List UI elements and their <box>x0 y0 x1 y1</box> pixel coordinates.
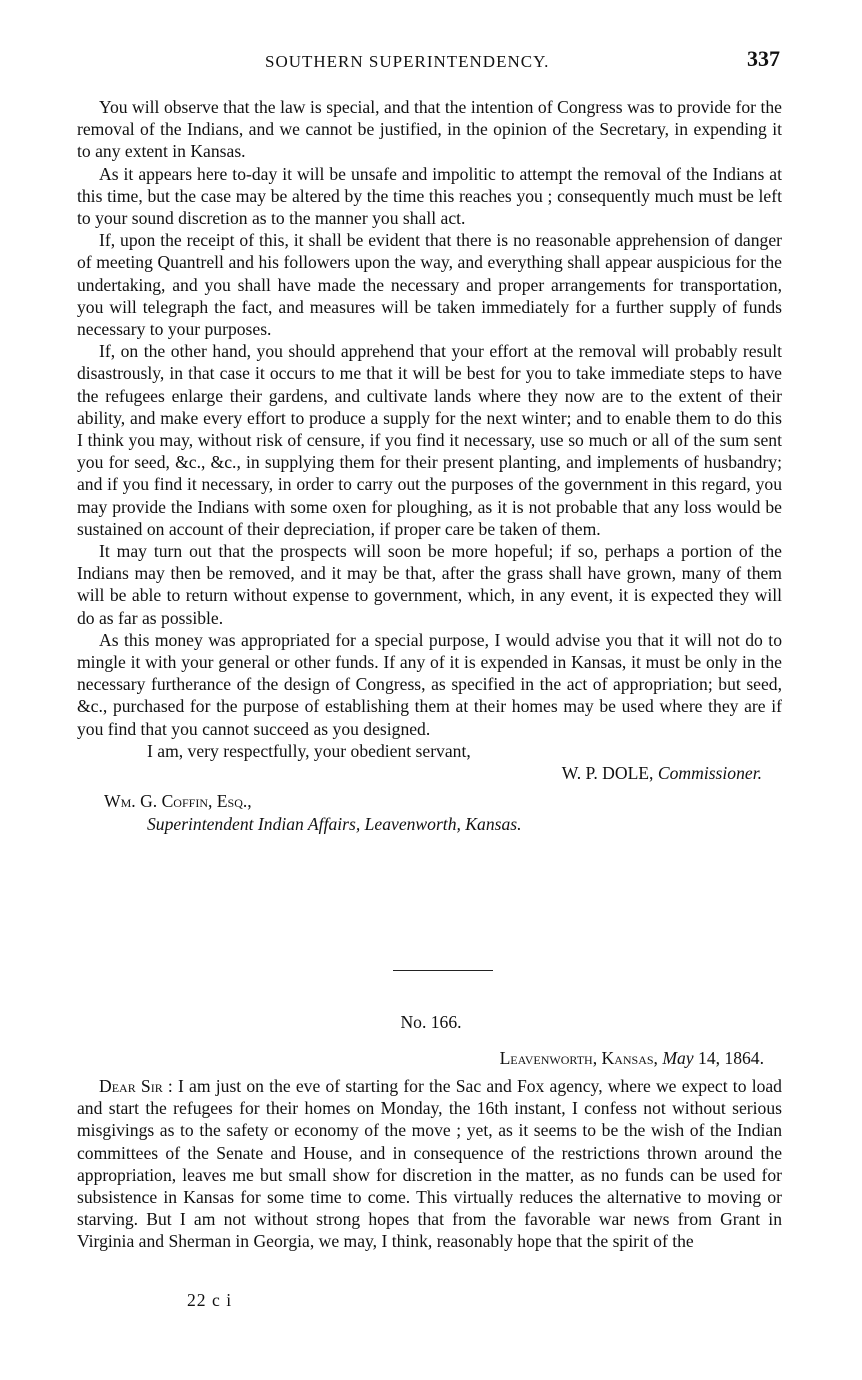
salutation: Dear Sir : <box>99 1076 173 1096</box>
page-header <box>80 46 780 76</box>
paragraph: As it appears here to-day it will be unsafe and impolitic to attempt the removal of the Indians at this time, but the case may be altered by the time this reaches you ; consequently much must be left to your sound discretion as to the manner you shall act. <box>77 163 782 229</box>
running-head: SOUTHERN SUPERINTENDENCY. <box>265 52 550 71</box>
paragraph: If, upon the receipt of this, it shall be evident that there is no reasonable apprehension of danger of meeting Quantrell and his followers upon the way, and everything shall appear auspicious for the undertaking, and you shall have made the necessary and proper arrangements for transportation, you will telegraph the fact, and measures will be taken immediately for a further supply of funds necessary to your purposes. <box>77 230 782 340</box>
section-divider <box>393 970 493 971</box>
signature-mark: 22 c i <box>187 1290 233 1310</box>
letter-1-body <box>77 96 782 835</box>
letter-2-text: I am just on the eve of starting for the Sac and Fox agency, where we expect to load and start the refugees for their homes on Monday, the 16th instant, I confess not without serious misgivings as to the safety or economy of the move ; yet, as it seems to be the wish of the Indian committees of the Senate and House, and in consequence of the restrictions thrown around the appropriation, leaves me but small show for discretion in the matter, as no funds can be used for subsistence in Kansas for some time to come. This virtually reduces the alternative to moving or starving. But I am not without strong hopes that from the favorable war news from Grant in Virginia and Sherman in Georgia, we may, I think, reasonably hope that the spirit of the <box>77 1076 782 1252</box>
paragraph <box>77 1075 782 1253</box>
page-number: 337 <box>747 46 780 71</box>
signature-title: Commissioner. <box>657 763 762 784</box>
addressee-name: Wm. G. Coffin, Esq., <box>104 791 252 812</box>
dateline-date: 14, 1864. <box>693 1048 764 1068</box>
document-number: No. 166. <box>400 1012 462 1032</box>
paragraph: If, on the other hand, you should apprehend that your effort at the removal will probably result disastrously, in that case it occurs to me that it will be best for you to take immediate steps to have the refugees enlarge their gardens, and cultivate lands where they now are to the extent of their ability, and make every effort to produce a supply for the next winter; and to enable them to do this I think you may, without risk of censure, if you find it necessary, use so much or all of the sum sent you for seed, &c., &c., in supplying them for their present planting, and implements of husbandry; and if you find it necessary, in order to carry out the purposes of the government in this regard, you may provide the Indians with some oxen for ploughing, as it is not probable that any loss would be sustained on account of their depreciation, if proper care be taken of them. <box>77 341 782 539</box>
complimentary-close: I am, very respectfully, your obedient servant, <box>147 740 471 761</box>
paragraph: You will observe that the law is special, and that the intention of Congress was to provide for the removal of the Indians, and we cannot be justified, in the opinion of the Secretary, in expending it to any extent in Kansas. <box>77 97 782 162</box>
signature-name: W. P. DOLE, <box>561 763 654 784</box>
addressee-title: Superintendent Indian Affairs, Leavenworth, Kansas. <box>147 813 522 834</box>
dateline <box>500 1048 764 1069</box>
dateline-month: May <box>662 1048 694 1068</box>
paragraph: As this money was appropriated for a special purpose, I would advise you that it will not do to mingle it with your general or other funds. If any of it is expended in Kansas, it must be only in the necessary furtherance of the design of Congress, as specified in the act of appropriation; but seed, &c., purchased for the purpose of establishing them at their homes may be used where they are if you find that you cannot succeed as you designed. <box>77 629 782 739</box>
letter-2-body <box>77 1075 782 1253</box>
dateline-place: Leavenworth, Kansas, <box>499 1048 658 1068</box>
paragraph: It may turn out that the prospects will soon be more hopeful; if so, perhaps a portion of the Indians may then be removed, and it may be that, after the grass shall have grown, many of them will be able to return without expense to government, which, in any event, it is expected they will do as far as possible. <box>77 541 782 628</box>
signature-line <box>77 762 762 784</box>
